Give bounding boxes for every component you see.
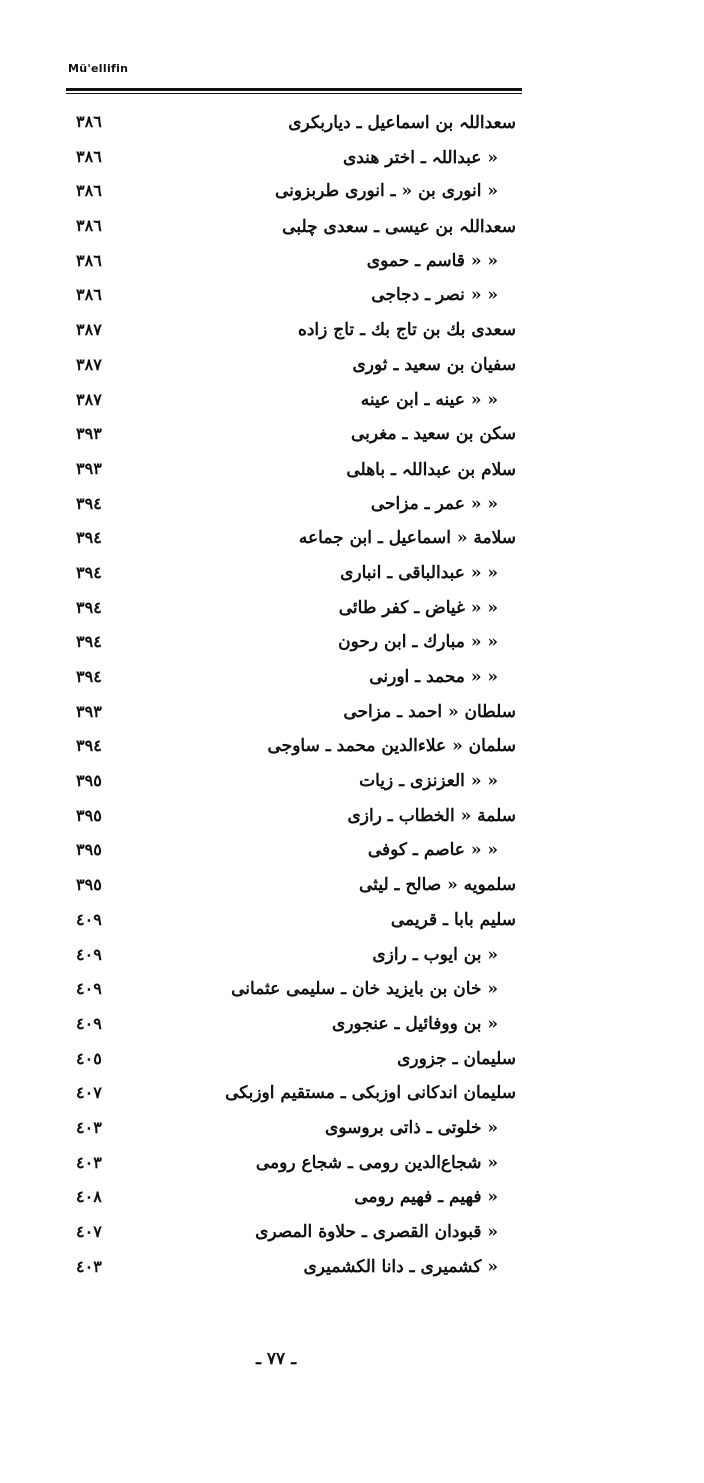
index-row: [66, 524, 516, 559]
index-entry: سلام بن عبداللہ ـ باهلی: [346, 459, 516, 480]
index-page-ref: ٤٠۷: [76, 1083, 102, 1103]
index-page-ref: ۳۹٥: [76, 771, 102, 791]
index-entry: سفیان بن سعید ـ ثوری: [352, 354, 516, 375]
index-page-ref: ٤٠۳: [76, 1152, 102, 1172]
index-entry: سلیمان ـ جزوری: [397, 1048, 516, 1069]
index-page-ref: ٤٠۹: [76, 909, 102, 929]
index-entry: سلطان « احمد ـ مزاحی: [343, 701, 516, 722]
index-entry: « فهیم ـ فهیم رومی: [354, 1187, 498, 1208]
page-number: ـ ۷۷ ـ: [256, 1349, 297, 1369]
index-entry: « بن ووفائیل ـ عنجوری: [332, 1013, 498, 1034]
index-entry: « خلوتی ـ ذاتی بروسوی: [325, 1117, 498, 1138]
index-row: [66, 351, 516, 386]
index-row: [66, 1010, 516, 1045]
index-row: [66, 455, 516, 490]
index-page-ref: ٤٠۹: [76, 944, 102, 964]
index-row: [66, 177, 516, 212]
index-page-ref: ٤٠۳: [76, 1256, 102, 1276]
index-row: [66, 836, 516, 871]
index-page-ref: ٤٠۷: [76, 1222, 102, 1241]
index-row: [66, 1218, 516, 1253]
index-page-ref: ٤٠۹: [76, 1013, 102, 1033]
index-row: [66, 975, 516, 1010]
index-row: [66, 1253, 516, 1288]
index-page-ref: ۳۹٥: [76, 875, 102, 895]
index-entry: « بن ایوب ـ رازی: [372, 944, 498, 965]
index-row: [66, 628, 516, 663]
index-entry: « « غیاض ـ کفر طائی: [338, 597, 498, 618]
index-page-ref: ۳۸٦: [76, 181, 102, 201]
index-page-ref: ۳۸۷: [76, 320, 102, 340]
index-row: [66, 212, 516, 247]
index-page-ref: ٤٠٥: [76, 1048, 102, 1068]
index-page-ref: ۳۹٤: [76, 562, 102, 582]
index-entry: « « عینه ـ ابن عینه: [360, 389, 498, 410]
index-row: [66, 1183, 516, 1218]
index-page-ref: ۳۹٤: [76, 736, 102, 756]
header-rule-thick: [66, 88, 522, 91]
running-header: Mü'ellifin: [68, 62, 129, 75]
index-entry: « کشمیری ـ دانا الکشمیری: [303, 1256, 498, 1277]
index-row: [66, 1079, 516, 1114]
index-row: [66, 941, 516, 976]
index-entry: « « عمر ـ مزاحی: [370, 493, 498, 514]
index-list: [66, 108, 516, 1287]
index-entry: سلیمان اندکانی اوزبکی ـ مستقیم اوزبکی: [225, 1083, 516, 1104]
index-page-ref: ۳۹٥: [76, 840, 102, 860]
index-entry: سلمان « علاءالدین محمد ـ ساوجی: [267, 736, 516, 757]
index-page-ref: ۳۹٤: [76, 528, 102, 548]
index-page-ref: ۳۸۷: [76, 389, 102, 409]
index-page-ref: ۳۹۳: [76, 458, 102, 478]
index-page-ref: ۳۹۳: [76, 424, 102, 444]
index-row: [66, 420, 516, 455]
index-row: [66, 247, 516, 282]
index-entry: « « نصر ـ دجاجی: [371, 285, 498, 306]
index-entry: « شجاع‌الدین رومی ـ شجاع رومی: [255, 1152, 498, 1173]
index-page-ref: ۳۸٦: [76, 112, 102, 131]
index-page-ref: ۳۹٤: [76, 632, 102, 652]
index-entry: سلمویه « صالح ـ لیثی: [359, 875, 516, 896]
index-page-ref: ۳۹٤: [76, 493, 102, 513]
index-entry: « قبودان القصری ـ حلاوة المصری: [255, 1222, 498, 1242]
index-row: [66, 559, 516, 594]
index-row: [66, 386, 516, 421]
index-entry: « « قاسم ـ حموی: [366, 250, 498, 271]
index-row: [66, 1045, 516, 1080]
index-entry: « « العزنزی ـ زیات: [359, 771, 498, 792]
index-entry: « انوری بن « ـ انوری طربزونی: [274, 181, 498, 202]
index-page-ref: ۳۸٦: [76, 250, 102, 270]
index-entry: سلیم بابا ـ قریمی: [390, 909, 516, 930]
index-row: [66, 767, 516, 802]
index-page-ref: ٤٠۳: [76, 1117, 102, 1137]
index-row: [66, 906, 516, 941]
index-row: [66, 698, 516, 733]
index-row: [66, 490, 516, 525]
index-row: [66, 281, 516, 316]
index-entry: « « عاصم ـ کوفی: [367, 840, 498, 861]
index-entry: سکن بن سعید ـ مغربی: [351, 424, 516, 445]
index-entry: « « مبارك ـ ابن رحون: [338, 632, 498, 653]
index-entry: « خان بن بایزید خان ـ سلیمی عثمانی: [231, 979, 498, 1000]
index-entry: سعداللہ بن عیسی ـ سعدی چلبی: [282, 217, 516, 238]
index-page-ref: ۳۹٤: [76, 597, 102, 617]
index-row: [66, 663, 516, 698]
index-page-ref: ٤٠۸: [76, 1187, 102, 1207]
index-entry: سلامة « اسماعیل ـ ابن جماعه: [298, 528, 516, 549]
index-page-ref: ۳۹۳: [76, 701, 102, 721]
index-page-ref: ۳۸٦: [76, 216, 102, 236]
index-page-ref: ۳۸٦: [76, 285, 102, 305]
index-row: [66, 871, 516, 906]
index-entry: سلمة « الخطاب ـ رازی: [347, 805, 516, 826]
index-row: [66, 1149, 516, 1184]
index-row: [66, 594, 516, 629]
index-entry: سعداللہ بن اسماعیل ـ دیاربکری: [288, 113, 516, 133]
index-entry: « « عبدالباقی ـ انباری: [340, 562, 498, 583]
index-row: [66, 143, 516, 178]
index-entry: سعدی بك بن تاج بك ـ تاج زاده: [297, 320, 516, 341]
index-row: [66, 802, 516, 837]
index-row: [66, 732, 516, 767]
header-rule-thin: [66, 93, 522, 94]
index-page-ref: ۳۹٤: [76, 667, 102, 686]
index-row: [66, 108, 516, 143]
index-entry: « عبداللہ ـ اختر هندی: [342, 147, 498, 168]
index-row: [66, 1114, 516, 1149]
index-page-ref: ۳۹٥: [76, 805, 102, 825]
index-row: [66, 316, 516, 351]
index-page-ref: ٤٠۹: [76, 979, 102, 999]
index-entry: « « محمد ـ اورنی: [369, 667, 498, 687]
index-page-ref: ۳۸٦: [76, 146, 102, 166]
index-page-ref: ۳۸۷: [76, 354, 102, 374]
